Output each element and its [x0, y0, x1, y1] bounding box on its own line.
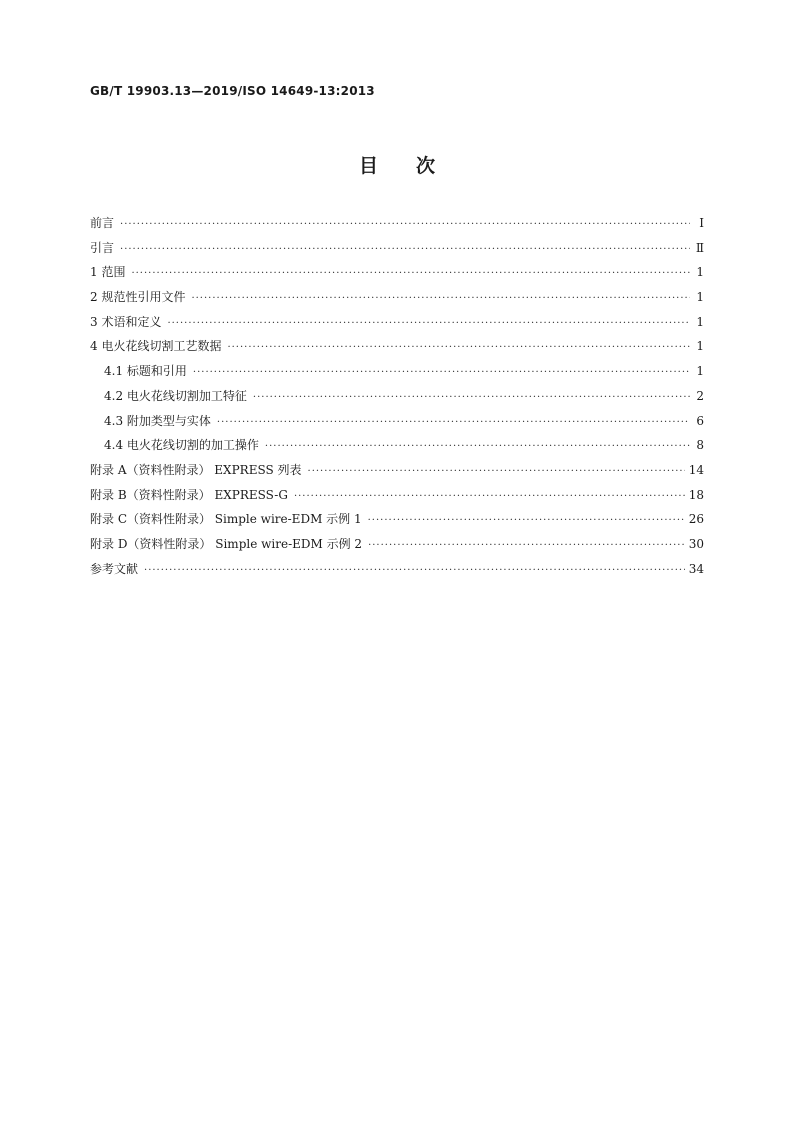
toc-entry-page-number: Ⅱ	[695, 240, 704, 255]
toc-entry-label: 4.1 标题和引用	[104, 364, 187, 379]
toc-entry[interactable]	[90, 436, 704, 461]
toc-entry-label: 附录 A（资料性附录） EXPRESS 列表	[90, 462, 302, 477]
toc-dot-leader	[265, 441, 690, 452]
toc-entry-page-number: 14	[688, 462, 704, 477]
page-title: 目次	[358, 155, 473, 177]
toc-dot-leader	[131, 268, 690, 279]
toc-dot-leader	[368, 540, 685, 551]
toc-entry-page-number: 1	[696, 265, 704, 280]
toc-entry-page-number: 34	[688, 561, 704, 576]
toc-entry[interactable]	[90, 412, 704, 437]
toc-entry-page-number: 1	[696, 290, 704, 305]
toc-dot-leader	[144, 565, 685, 576]
toc-dot-leader	[120, 219, 690, 230]
toc-entry-page-number: 18	[688, 487, 704, 502]
toc-dot-leader	[120, 244, 690, 255]
toc-entry-label: 附录 C（资料性附录） Simple wire-EDM 示例 1	[90, 512, 362, 527]
toc-entry-label: 3 术语和定义	[90, 314, 162, 329]
toc-entry-label: 引言	[90, 240, 115, 255]
toc-entry[interactable]	[90, 239, 704, 264]
toc-entry[interactable]	[90, 263, 704, 288]
toc-entry-page-number: 26	[688, 512, 704, 527]
table-of-contents	[90, 214, 704, 584]
toc-entry-label: 附录 B（资料性附录） EXPRESS-G	[90, 487, 288, 502]
toc-entry-page-number: Ⅰ	[699, 216, 704, 230]
toc-dot-leader	[227, 342, 690, 353]
toc-entry-label: 附录 D（资料性附录） Simple wire-EDM 示例 2	[90, 536, 363, 551]
toc-entry-label: 参考文献	[90, 561, 139, 576]
toc-entry[interactable]	[90, 461, 704, 486]
standard-number: GB/T 19903.13—2019/ISO 14649-13:2013	[90, 84, 375, 98]
toc-entry-page-number: 1	[696, 339, 704, 354]
toc-entry-page-number: 8	[696, 438, 704, 453]
toc-entry[interactable]	[90, 337, 704, 362]
toc-entry[interactable]	[90, 313, 704, 338]
toc-entry-label: 4.3 附加类型与实体	[104, 413, 211, 428]
toc-entry-page-number: 2	[696, 388, 704, 403]
toc-dot-leader	[193, 367, 690, 378]
toc-entry[interactable]	[90, 214, 704, 239]
toc-dot-leader	[191, 293, 690, 304]
toc-dot-leader	[294, 491, 685, 502]
toc-entry-page-number: 1	[696, 364, 704, 379]
toc-entry[interactable]	[90, 486, 704, 511]
toc-entry-label: 2 规范性引用文件	[90, 290, 186, 305]
toc-entry[interactable]	[90, 387, 704, 412]
toc-entry-label: 4.2 电火花线切割加工特征	[104, 388, 247, 403]
toc-entry[interactable]	[90, 510, 704, 535]
toc-entry[interactable]	[90, 535, 704, 560]
toc-dot-leader	[368, 515, 685, 526]
toc-entry-label: 1 范围	[90, 265, 126, 280]
toc-dot-leader	[308, 466, 685, 477]
toc-entry[interactable]	[90, 560, 704, 585]
toc-entry-page-number: 30	[688, 536, 704, 551]
toc-entry-label: 4.4 电火花线切割的加工操作	[104, 438, 259, 453]
toc-dot-leader	[217, 417, 690, 428]
toc-entry-label: 前言	[90, 216, 115, 230]
toc-entry-page-number: 1	[696, 314, 704, 329]
toc-entry-page-number: 6	[696, 413, 704, 428]
toc-entry[interactable]	[90, 288, 704, 313]
toc-entry[interactable]	[90, 362, 704, 387]
toc-dot-leader	[167, 318, 690, 329]
toc-entry-label: 4 电火花线切割工艺数据	[90, 339, 222, 354]
toc-dot-leader	[253, 392, 690, 403]
